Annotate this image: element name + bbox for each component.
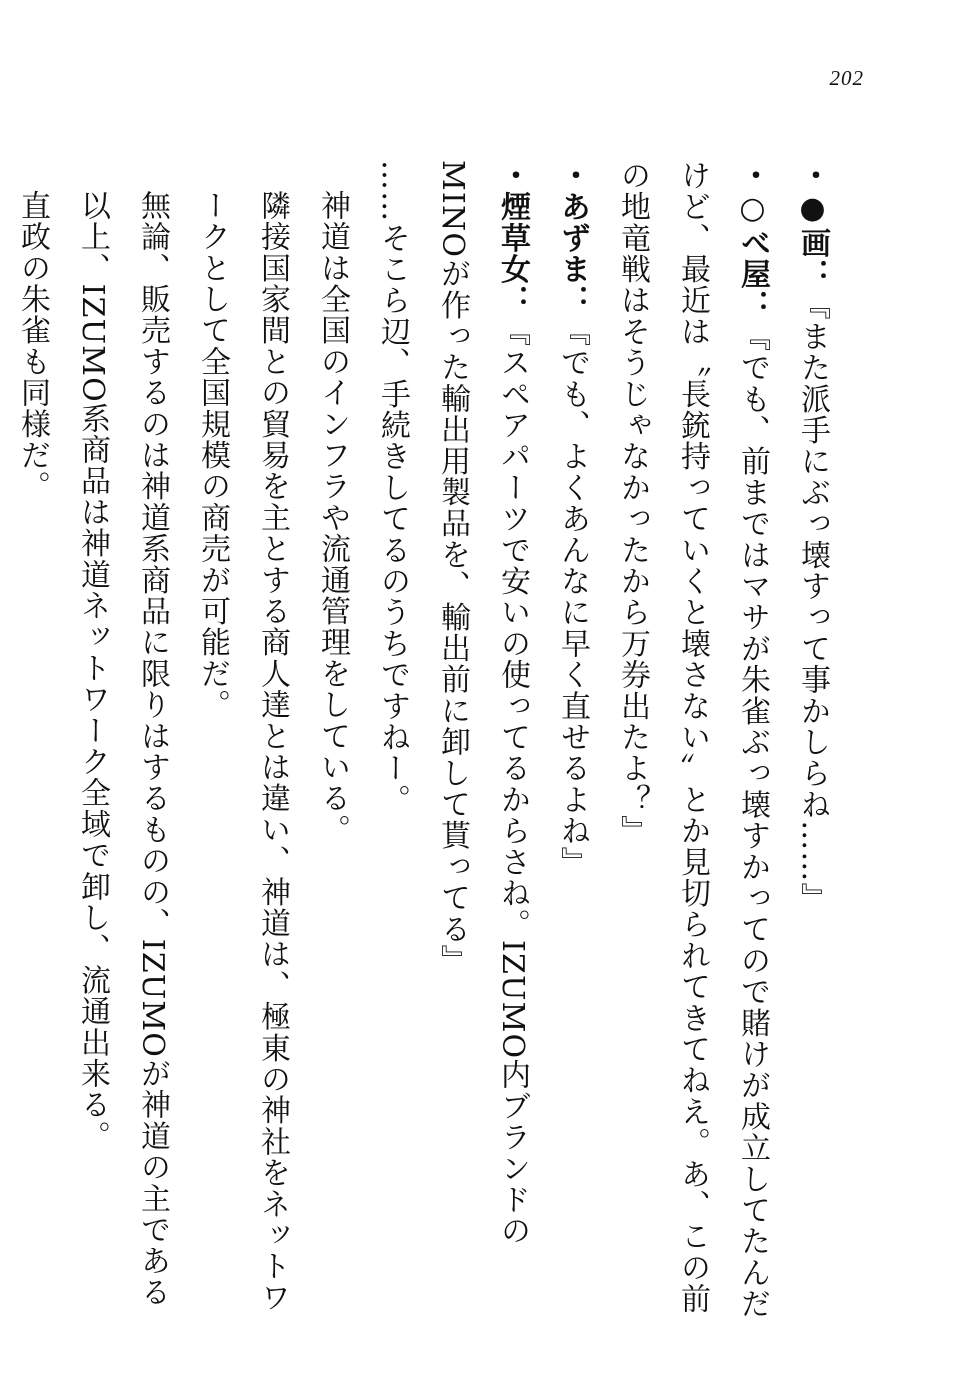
speaker-name: あずま xyxy=(555,191,590,285)
dialogue-text: 『スペアパーツで安いの使ってるからさね。IZUMO内ブランドのMINOが作った輸出用製品を、輸出前に卸して貰ってる』 xyxy=(435,160,530,1247)
dialogue-text: 『また派手にぶっ壊すって事かしらね……』 xyxy=(795,289,830,914)
speaker-bullet: ・ xyxy=(555,160,590,192)
dialogue-line xyxy=(782,160,842,1320)
narration-paragraph: 無論、販売するのは神道系商品に限りはするものの、IZUMOが神道の主である以上、IZUMO系商品は神道ネットワーク全域で卸し、流通出来る。 xyxy=(75,190,170,1308)
speaker-separator: ： xyxy=(735,289,770,322)
dialogue-line xyxy=(422,160,542,1320)
page-number: 202 xyxy=(829,66,864,90)
speaker-separator: ： xyxy=(795,258,830,290)
narration-paragraph: ……そこら辺、手続きしてるのうちですねー。 xyxy=(375,160,410,816)
speaker-separator: ： xyxy=(495,284,530,317)
narration-paragraph: 隣接国家間との貿易を主とする商人達とは違い、神道は、極東の神社をネットワークとして全国規模の商売が可能だ。 xyxy=(195,190,290,1314)
speaker-bullet: ・○ xyxy=(735,160,770,228)
narration-paragraph: 神道は全国のインフラや流通管理をしている。 xyxy=(315,190,350,846)
narration-paragraph: 直政の朱雀も同様だ。 xyxy=(15,190,50,502)
speaker-bullet: ・ xyxy=(495,160,530,192)
dialogue-line xyxy=(602,160,782,1320)
dialogue-text: 『でも、よくあんなに早く直せるよね』 xyxy=(555,316,590,878)
vertical-text-body xyxy=(15,160,842,1320)
speaker-name: 画 xyxy=(795,227,830,259)
speaker-separator: ： xyxy=(555,284,590,317)
dialogue-line xyxy=(542,160,602,1320)
dialogue-line xyxy=(0,160,2,1320)
speaker-name: べ屋 xyxy=(735,227,770,290)
dialogue-text: 『でも、前まではマサが朱雀ぶっ壊すかってので賭けが成立してたんだけど、最近は〝長銃持っていくと壊さない〟とか見切られてきてねえ。あ、この前の地竜戦はそうじゃなかったから万券出たよ？』 xyxy=(615,160,770,1320)
speaker-bullet: ・● xyxy=(795,160,830,228)
speaker-name: 煙草女 xyxy=(495,191,530,285)
